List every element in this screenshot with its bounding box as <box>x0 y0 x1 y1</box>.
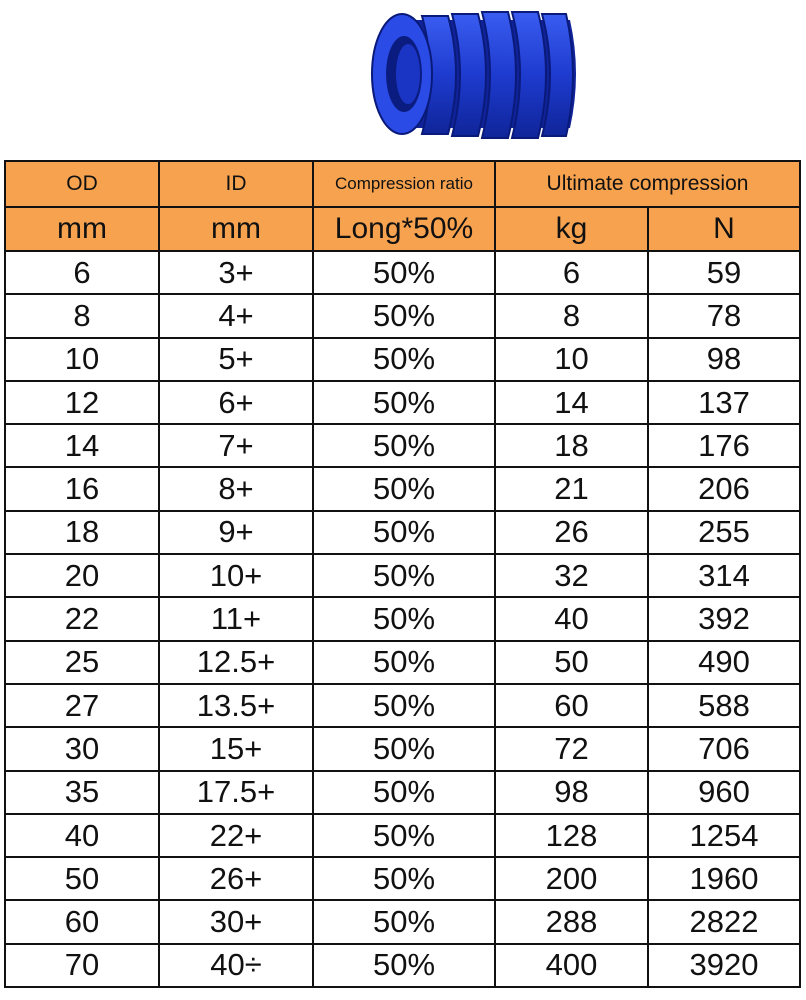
ratio-cell: 50% <box>313 944 495 987</box>
id-cell: 5+ <box>159 338 313 381</box>
table-row <box>5 424 800 467</box>
table-row <box>5 597 800 640</box>
id-cell: 11+ <box>159 597 313 640</box>
kg-cell: 32 <box>495 554 648 597</box>
kg-cell: 21 <box>495 467 648 510</box>
table-row <box>5 684 800 727</box>
n-cell: 255 <box>648 511 800 554</box>
kg-cell: 18 <box>495 424 648 467</box>
kg-cell: 98 <box>495 771 648 814</box>
kg-cell: 400 <box>495 944 648 987</box>
unit-od: mm <box>5 207 159 251</box>
kg-cell: 72 <box>495 727 648 770</box>
id-cell: 9+ <box>159 511 313 554</box>
unit-kg: kg <box>495 207 648 251</box>
od-cell: 10 <box>5 338 159 381</box>
n-cell: 314 <box>648 554 800 597</box>
kg-cell: 50 <box>495 641 648 684</box>
table-row <box>5 251 800 294</box>
table-row <box>5 857 800 900</box>
n-cell: 1254 <box>648 814 800 857</box>
n-cell: 2822 <box>648 900 800 943</box>
table-row <box>5 727 800 770</box>
ratio-cell: 50% <box>313 814 495 857</box>
kg-cell: 40 <box>495 597 648 640</box>
table-row <box>5 294 800 337</box>
table-body <box>5 251 800 987</box>
od-cell: 30 <box>5 727 159 770</box>
od-cell: 12 <box>5 381 159 424</box>
table-row <box>5 944 800 987</box>
kg-cell: 8 <box>495 294 648 337</box>
n-cell: 59 <box>648 251 800 294</box>
table-row <box>5 814 800 857</box>
id-cell: 17.5+ <box>159 771 313 814</box>
table-row <box>5 554 800 597</box>
n-cell: 98 <box>648 338 800 381</box>
od-cell: 50 <box>5 857 159 900</box>
id-cell: 12.5+ <box>159 641 313 684</box>
n-cell: 176 <box>648 424 800 467</box>
ratio-cell: 50% <box>313 294 495 337</box>
kg-cell: 14 <box>495 381 648 424</box>
ratio-cell: 50% <box>313 857 495 900</box>
n-cell: 490 <box>648 641 800 684</box>
ratio-cell: 50% <box>313 684 495 727</box>
od-cell: 35 <box>5 771 159 814</box>
kg-cell: 6 <box>495 251 648 294</box>
od-cell: 25 <box>5 641 159 684</box>
ratio-cell: 50% <box>313 381 495 424</box>
unit-compression-ratio: Long*50% <box>313 207 495 251</box>
header-ultimate-compression: Ultimate compression <box>495 161 800 207</box>
kg-cell: 10 <box>495 338 648 381</box>
header-row-1 <box>5 161 800 207</box>
ratio-cell: 50% <box>313 511 495 554</box>
kg-cell: 288 <box>495 900 648 943</box>
ratio-cell: 50% <box>313 641 495 684</box>
od-cell: 40 <box>5 814 159 857</box>
table-row <box>5 511 800 554</box>
ratio-cell: 50% <box>313 597 495 640</box>
od-cell: 8 <box>5 294 159 337</box>
ratio-cell: 50% <box>313 727 495 770</box>
header-id: ID <box>159 161 313 207</box>
id-cell: 22+ <box>159 814 313 857</box>
od-cell: 14 <box>5 424 159 467</box>
od-cell: 20 <box>5 554 159 597</box>
header-compression-ratio: Compression ratio <box>313 161 495 207</box>
id-cell: 7+ <box>159 424 313 467</box>
ratio-cell: 50% <box>313 900 495 943</box>
table-row <box>5 467 800 510</box>
table-row <box>5 641 800 684</box>
n-cell: 706 <box>648 727 800 770</box>
id-cell: 15+ <box>159 727 313 770</box>
n-cell: 206 <box>648 467 800 510</box>
od-cell: 70 <box>5 944 159 987</box>
n-cell: 78 <box>648 294 800 337</box>
ratio-cell: 50% <box>313 251 495 294</box>
n-cell: 588 <box>648 684 800 727</box>
kg-cell: 128 <box>495 814 648 857</box>
id-cell: 30+ <box>159 900 313 943</box>
id-cell: 26+ <box>159 857 313 900</box>
table-row <box>5 771 800 814</box>
header-od: OD <box>5 161 159 207</box>
n-cell: 960 <box>648 771 800 814</box>
unit-n: N <box>648 207 800 251</box>
id-cell: 40÷ <box>159 944 313 987</box>
table-row <box>5 338 800 381</box>
die-spring-icon <box>360 0 585 148</box>
ratio-cell: 50% <box>313 554 495 597</box>
od-cell: 16 <box>5 467 159 510</box>
kg-cell: 26 <box>495 511 648 554</box>
ratio-cell: 50% <box>313 424 495 467</box>
id-cell: 6+ <box>159 381 313 424</box>
n-cell: 392 <box>648 597 800 640</box>
id-cell: 4+ <box>159 294 313 337</box>
id-cell: 13.5+ <box>159 684 313 727</box>
header-row-2 <box>5 207 800 251</box>
ratio-cell: 50% <box>313 338 495 381</box>
id-cell: 3+ <box>159 251 313 294</box>
od-cell: 60 <box>5 900 159 943</box>
spring-product-image <box>360 0 585 148</box>
n-cell: 3920 <box>648 944 800 987</box>
table-row <box>5 381 800 424</box>
spring-spec-table <box>4 160 801 988</box>
ratio-cell: 50% <box>313 467 495 510</box>
unit-id: mm <box>159 207 313 251</box>
n-cell: 1960 <box>648 857 800 900</box>
od-cell: 6 <box>5 251 159 294</box>
id-cell: 10+ <box>159 554 313 597</box>
kg-cell: 60 <box>495 684 648 727</box>
od-cell: 22 <box>5 597 159 640</box>
ratio-cell: 50% <box>313 771 495 814</box>
od-cell: 27 <box>5 684 159 727</box>
od-cell: 18 <box>5 511 159 554</box>
table-row <box>5 900 800 943</box>
id-cell: 8+ <box>159 467 313 510</box>
n-cell: 137 <box>648 381 800 424</box>
kg-cell: 200 <box>495 857 648 900</box>
